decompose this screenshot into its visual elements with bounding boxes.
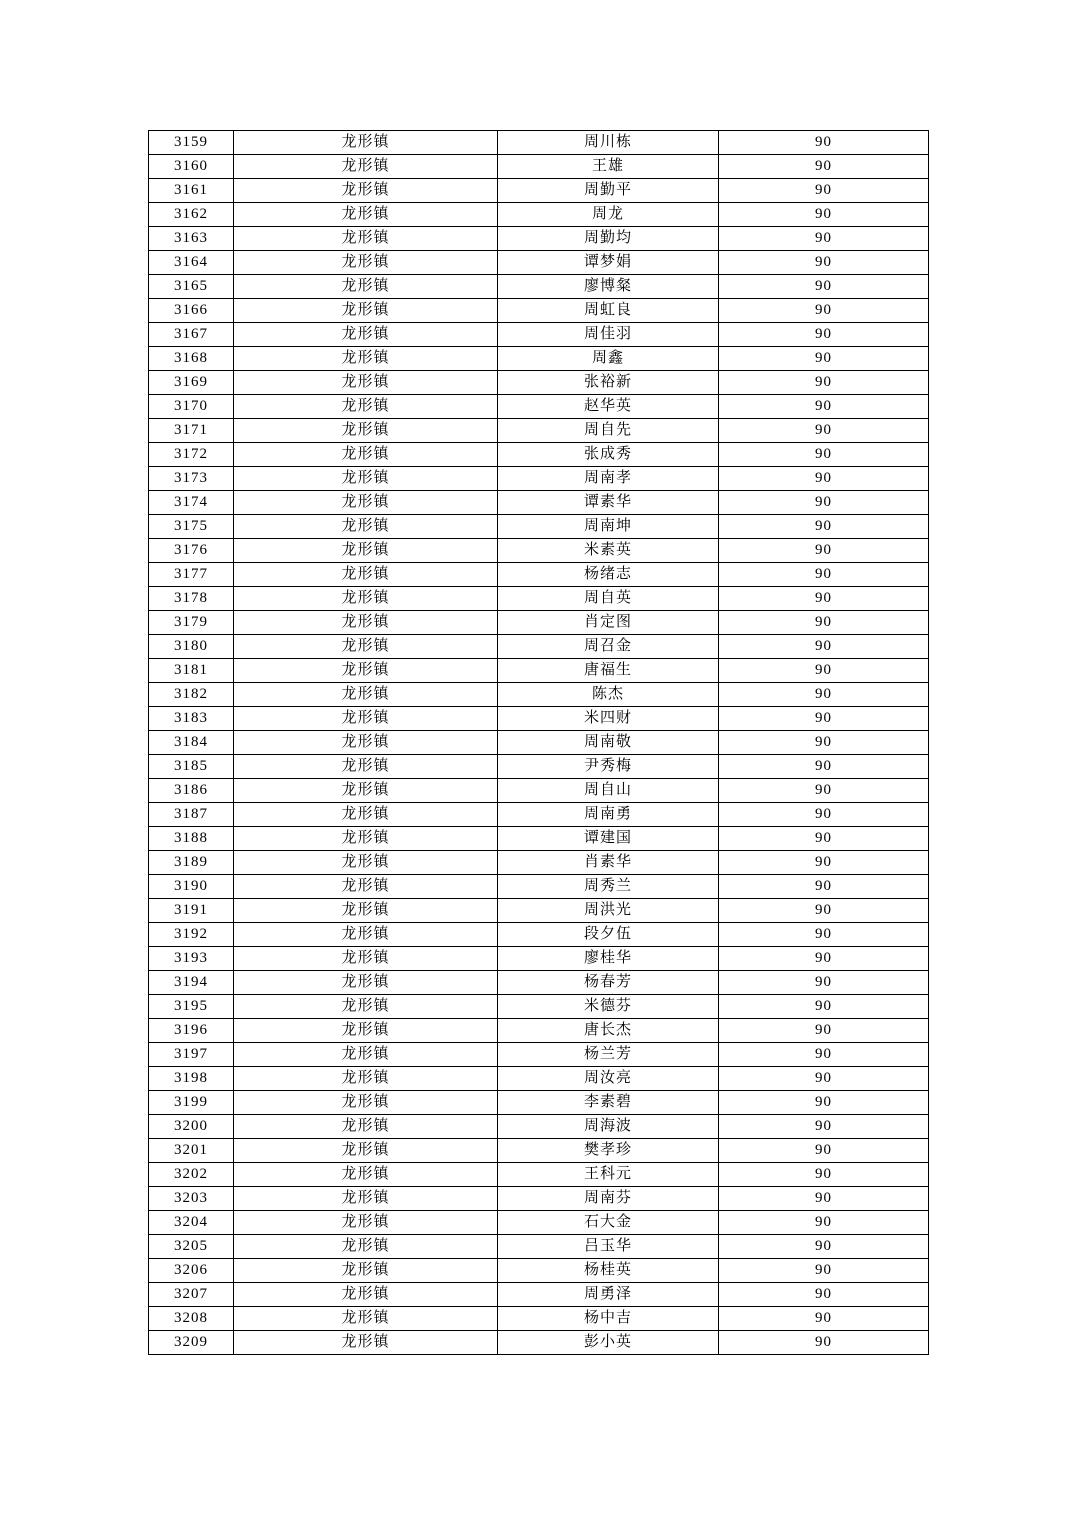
cell-score: 90	[719, 563, 929, 587]
table-row	[149, 395, 929, 419]
cell-name: 周勇泽	[498, 1283, 719, 1307]
cell-score: 90	[719, 539, 929, 563]
cell-score: 90	[719, 395, 929, 419]
cell-name: 廖博粲	[498, 275, 719, 299]
cell-no: 3204	[149, 1211, 234, 1235]
cell-score: 90	[719, 803, 929, 827]
cell-no: 3205	[149, 1235, 234, 1259]
cell-name: 周召金	[498, 635, 719, 659]
table-row	[149, 323, 929, 347]
cell-score: 90	[719, 659, 929, 683]
cell-score: 90	[719, 851, 929, 875]
cell-town: 龙形镇	[234, 299, 498, 323]
cell-name: 廖桂华	[498, 947, 719, 971]
cell-town: 龙形镇	[234, 1211, 498, 1235]
cell-name: 周南勇	[498, 803, 719, 827]
cell-name: 张成秀	[498, 443, 719, 467]
table-row	[149, 995, 929, 1019]
table-row	[149, 875, 929, 899]
cell-score: 90	[719, 1163, 929, 1187]
table-row	[149, 683, 929, 707]
cell-name: 周自先	[498, 419, 719, 443]
score-table	[148, 130, 929, 1355]
table-row	[149, 1307, 929, 1331]
cell-town: 龙形镇	[234, 875, 498, 899]
cell-town: 龙形镇	[234, 971, 498, 995]
table-row	[149, 755, 929, 779]
table-row	[149, 1235, 929, 1259]
cell-no: 3173	[149, 467, 234, 491]
cell-no: 3197	[149, 1043, 234, 1067]
cell-town: 龙形镇	[234, 227, 498, 251]
cell-score: 90	[719, 275, 929, 299]
cell-name: 吕玉华	[498, 1235, 719, 1259]
table-row	[149, 779, 929, 803]
cell-no: 3189	[149, 851, 234, 875]
cell-score: 90	[719, 755, 929, 779]
cell-name: 米德芬	[498, 995, 719, 1019]
cell-town: 龙形镇	[234, 947, 498, 971]
table-row	[149, 659, 929, 683]
table-row	[149, 515, 929, 539]
cell-score: 90	[719, 1115, 929, 1139]
cell-no: 3201	[149, 1139, 234, 1163]
cell-name: 周南芬	[498, 1187, 719, 1211]
cell-no: 3164	[149, 251, 234, 275]
cell-town: 龙形镇	[234, 347, 498, 371]
cell-name: 周勤平	[498, 179, 719, 203]
cell-name: 杨中吉	[498, 1307, 719, 1331]
cell-name: 彭小英	[498, 1331, 719, 1355]
cell-score: 90	[719, 611, 929, 635]
cell-no: 3207	[149, 1283, 234, 1307]
cell-no: 3160	[149, 155, 234, 179]
cell-name: 周川栋	[498, 131, 719, 155]
cell-score: 90	[719, 515, 929, 539]
cell-town: 龙形镇	[234, 1235, 498, 1259]
cell-score: 90	[719, 467, 929, 491]
table-row	[149, 707, 929, 731]
table-row	[149, 611, 929, 635]
cell-score: 90	[719, 1307, 929, 1331]
cell-town: 龙形镇	[234, 491, 498, 515]
table-row	[149, 227, 929, 251]
cell-town: 龙形镇	[234, 251, 498, 275]
table-row	[149, 467, 929, 491]
cell-score: 90	[719, 1187, 929, 1211]
cell-no: 3208	[149, 1307, 234, 1331]
cell-score: 90	[719, 131, 929, 155]
cell-town: 龙形镇	[234, 1187, 498, 1211]
cell-town: 龙形镇	[234, 395, 498, 419]
cell-score: 90	[719, 419, 929, 443]
cell-no: 3166	[149, 299, 234, 323]
cell-name: 周汝亮	[498, 1067, 719, 1091]
table-row	[149, 635, 929, 659]
cell-town: 龙形镇	[234, 323, 498, 347]
cell-score: 90	[719, 1211, 929, 1235]
cell-no: 3169	[149, 371, 234, 395]
cell-score: 90	[719, 971, 929, 995]
cell-no: 3200	[149, 1115, 234, 1139]
cell-town: 龙形镇	[234, 1067, 498, 1091]
cell-score: 90	[719, 923, 929, 947]
cell-town: 龙形镇	[234, 659, 498, 683]
cell-no: 3198	[149, 1067, 234, 1091]
cell-score: 90	[719, 875, 929, 899]
cell-town: 龙形镇	[234, 131, 498, 155]
cell-no: 3180	[149, 635, 234, 659]
cell-no: 3177	[149, 563, 234, 587]
table-row	[149, 251, 929, 275]
cell-score: 90	[719, 155, 929, 179]
cell-town: 龙形镇	[234, 923, 498, 947]
cell-score: 90	[719, 1259, 929, 1283]
cell-town: 龙形镇	[234, 371, 498, 395]
table-row	[149, 731, 929, 755]
cell-name: 米素英	[498, 539, 719, 563]
cell-no: 3171	[149, 419, 234, 443]
cell-town: 龙形镇	[234, 755, 498, 779]
cell-no: 3179	[149, 611, 234, 635]
table-row	[149, 1187, 929, 1211]
cell-name: 樊孝珍	[498, 1139, 719, 1163]
cell-town: 龙形镇	[234, 1307, 498, 1331]
table-row	[149, 1043, 929, 1067]
cell-town: 龙形镇	[234, 803, 498, 827]
cell-no: 3176	[149, 539, 234, 563]
table-row	[149, 1331, 929, 1355]
cell-town: 龙形镇	[234, 683, 498, 707]
score-table-body	[149, 131, 929, 1355]
cell-town: 龙形镇	[234, 1115, 498, 1139]
cell-score: 90	[719, 443, 929, 467]
cell-score: 90	[719, 299, 929, 323]
table-row	[149, 851, 929, 875]
cell-no: 3206	[149, 1259, 234, 1283]
table-row	[149, 827, 929, 851]
cell-score: 90	[719, 587, 929, 611]
cell-no: 3175	[149, 515, 234, 539]
cell-no: 3186	[149, 779, 234, 803]
cell-town: 龙形镇	[234, 1019, 498, 1043]
table-row	[149, 947, 929, 971]
cell-no: 3178	[149, 587, 234, 611]
table-row	[149, 1163, 929, 1187]
cell-no: 3190	[149, 875, 234, 899]
table-row	[149, 923, 929, 947]
cell-no: 3182	[149, 683, 234, 707]
cell-score: 90	[719, 347, 929, 371]
cell-no: 3181	[149, 659, 234, 683]
cell-no: 3168	[149, 347, 234, 371]
cell-score: 90	[719, 1331, 929, 1355]
cell-town: 龙形镇	[234, 155, 498, 179]
cell-no: 3159	[149, 131, 234, 155]
cell-town: 龙形镇	[234, 1331, 498, 1355]
cell-score: 90	[719, 899, 929, 923]
cell-name: 李素碧	[498, 1091, 719, 1115]
table-row	[149, 587, 929, 611]
cell-no: 3184	[149, 731, 234, 755]
cell-name: 米四财	[498, 707, 719, 731]
cell-score: 90	[719, 1283, 929, 1307]
cell-town: 龙形镇	[234, 779, 498, 803]
table-row	[149, 563, 929, 587]
cell-name: 谭素华	[498, 491, 719, 515]
table-row	[149, 1139, 929, 1163]
cell-town: 龙形镇	[234, 203, 498, 227]
cell-score: 90	[719, 707, 929, 731]
cell-name: 唐福生	[498, 659, 719, 683]
cell-no: 3188	[149, 827, 234, 851]
table-row	[149, 275, 929, 299]
cell-town: 龙形镇	[234, 563, 498, 587]
cell-no: 3172	[149, 443, 234, 467]
cell-score: 90	[719, 995, 929, 1019]
cell-name: 周南坤	[498, 515, 719, 539]
cell-no: 3203	[149, 1187, 234, 1211]
table-row	[149, 1115, 929, 1139]
cell-no: 3174	[149, 491, 234, 515]
cell-name: 周海波	[498, 1115, 719, 1139]
cell-score: 90	[719, 1139, 929, 1163]
cell-town: 龙形镇	[234, 1283, 498, 1307]
table-row	[149, 1019, 929, 1043]
table-row	[149, 443, 929, 467]
cell-name: 肖素华	[498, 851, 719, 875]
cell-name: 周勤均	[498, 227, 719, 251]
cell-name: 周虹良	[498, 299, 719, 323]
cell-score: 90	[719, 323, 929, 347]
cell-score: 90	[719, 1019, 929, 1043]
cell-name: 张裕新	[498, 371, 719, 395]
cell-town: 龙形镇	[234, 851, 498, 875]
cell-score: 90	[719, 1067, 929, 1091]
cell-no: 3183	[149, 707, 234, 731]
cell-name: 周鑫	[498, 347, 719, 371]
table-row	[149, 419, 929, 443]
cell-town: 龙形镇	[234, 1091, 498, 1115]
cell-name: 王科元	[498, 1163, 719, 1187]
cell-name: 杨兰芳	[498, 1043, 719, 1067]
cell-name: 陈杰	[498, 683, 719, 707]
cell-no: 3187	[149, 803, 234, 827]
table-row	[149, 1283, 929, 1307]
cell-no: 3202	[149, 1163, 234, 1187]
cell-no: 3170	[149, 395, 234, 419]
cell-score: 90	[719, 227, 929, 251]
cell-no: 3191	[149, 899, 234, 923]
cell-name: 尹秀梅	[498, 755, 719, 779]
table-row	[149, 1259, 929, 1283]
cell-town: 龙形镇	[234, 707, 498, 731]
cell-town: 龙形镇	[234, 539, 498, 563]
cell-score: 90	[719, 491, 929, 515]
cell-score: 90	[719, 203, 929, 227]
cell-no: 3199	[149, 1091, 234, 1115]
cell-name: 段夕伍	[498, 923, 719, 947]
table-row	[149, 347, 929, 371]
cell-town: 龙形镇	[234, 827, 498, 851]
cell-no: 3196	[149, 1019, 234, 1043]
cell-name: 周洪光	[498, 899, 719, 923]
table-row	[149, 371, 929, 395]
cell-score: 90	[719, 683, 929, 707]
cell-name: 谭建国	[498, 827, 719, 851]
cell-no: 3192	[149, 923, 234, 947]
cell-town: 龙形镇	[234, 515, 498, 539]
cell-town: 龙形镇	[234, 731, 498, 755]
cell-score: 90	[719, 251, 929, 275]
cell-no: 3193	[149, 947, 234, 971]
cell-name: 王雄	[498, 155, 719, 179]
cell-town: 龙形镇	[234, 1259, 498, 1283]
cell-score: 90	[719, 1235, 929, 1259]
cell-no: 3167	[149, 323, 234, 347]
cell-town: 龙形镇	[234, 1139, 498, 1163]
table-row	[149, 539, 929, 563]
cell-town: 龙形镇	[234, 1163, 498, 1187]
cell-town: 龙形镇	[234, 275, 498, 299]
cell-town: 龙形镇	[234, 467, 498, 491]
cell-no: 3209	[149, 1331, 234, 1355]
cell-score: 90	[719, 827, 929, 851]
table-row	[149, 299, 929, 323]
table-row	[149, 1067, 929, 1091]
cell-no: 3185	[149, 755, 234, 779]
table-row	[149, 803, 929, 827]
cell-score: 90	[719, 779, 929, 803]
cell-name: 赵华英	[498, 395, 719, 419]
cell-town: 龙形镇	[234, 1043, 498, 1067]
table-row	[149, 491, 929, 515]
table-row	[149, 179, 929, 203]
cell-no: 3161	[149, 179, 234, 203]
table-row	[149, 131, 929, 155]
cell-score: 90	[719, 179, 929, 203]
cell-score: 90	[719, 731, 929, 755]
cell-name: 唐长杰	[498, 1019, 719, 1043]
cell-name: 杨绪志	[498, 563, 719, 587]
cell-name: 石大金	[498, 1211, 719, 1235]
cell-town: 龙形镇	[234, 179, 498, 203]
cell-name: 周自英	[498, 587, 719, 611]
cell-name: 周佳羽	[498, 323, 719, 347]
cell-name: 周南孝	[498, 467, 719, 491]
table-row	[149, 203, 929, 227]
table-row	[149, 1211, 929, 1235]
cell-name: 周南敬	[498, 731, 719, 755]
cell-no: 3194	[149, 971, 234, 995]
cell-town: 龙形镇	[234, 419, 498, 443]
cell-town: 龙形镇	[234, 899, 498, 923]
cell-no: 3165	[149, 275, 234, 299]
cell-score: 90	[719, 947, 929, 971]
cell-no: 3163	[149, 227, 234, 251]
table-row	[149, 971, 929, 995]
cell-town: 龙形镇	[234, 587, 498, 611]
cell-town: 龙形镇	[234, 995, 498, 1019]
cell-no: 3162	[149, 203, 234, 227]
table-row	[149, 1091, 929, 1115]
cell-name: 肖定图	[498, 611, 719, 635]
cell-town: 龙形镇	[234, 443, 498, 467]
cell-name: 谭梦娟	[498, 251, 719, 275]
cell-name: 周秀兰	[498, 875, 719, 899]
cell-name: 周龙	[498, 203, 719, 227]
table-row	[149, 155, 929, 179]
cell-town: 龙形镇	[234, 611, 498, 635]
cell-no: 3195	[149, 995, 234, 1019]
cell-name: 杨春芳	[498, 971, 719, 995]
cell-score: 90	[719, 1091, 929, 1115]
table-row	[149, 899, 929, 923]
cell-name: 杨桂英	[498, 1259, 719, 1283]
cell-town: 龙形镇	[234, 635, 498, 659]
cell-score: 90	[719, 1043, 929, 1067]
cell-score: 90	[719, 635, 929, 659]
cell-name: 周自山	[498, 779, 719, 803]
cell-score: 90	[719, 371, 929, 395]
